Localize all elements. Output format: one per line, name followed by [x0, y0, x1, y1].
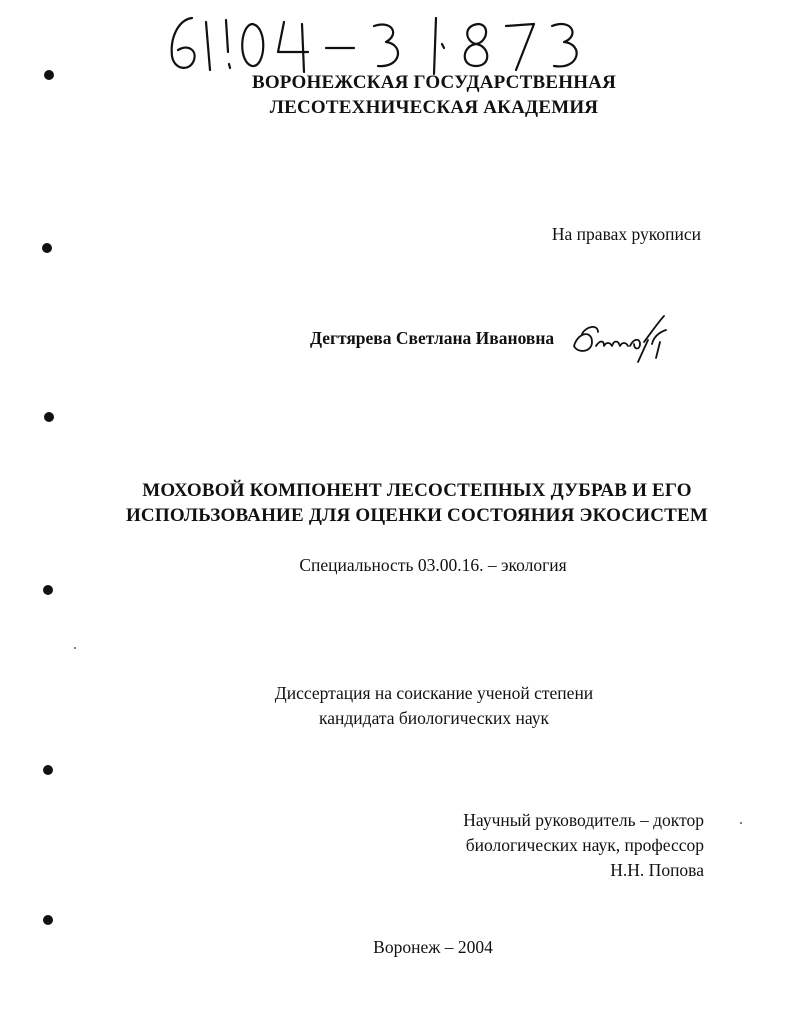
- binder-hole: [44, 70, 54, 80]
- binder-hole: [43, 585, 53, 595]
- degree-statement-line1: Диссертация на соискание ученой степени: [274, 683, 594, 703]
- specialty: Специальность 03.00.16. – экология: [299, 555, 567, 575]
- institution-name-line2: ЛЕСОТЕХНИЧЕСКАЯ АКАДЕМИЯ: [269, 97, 599, 118]
- scan-speck: [74, 647, 76, 649]
- degree-statement-line2: кандидата биологических наук: [319, 708, 549, 728]
- place-and-year: Воронеж – 2004: [373, 937, 493, 957]
- institution-name-line1: ВОРОНЕЖСКАЯ ГОСУДАРСТВЕННАЯ: [251, 72, 617, 93]
- binder-hole: [44, 412, 54, 422]
- scan-speck: [740, 822, 742, 824]
- dissertation-title-line1: МОХОВОЙ КОМПОНЕНТ ЛЕСОСТЕПНЫХ ДУБРАВ И ЕГО: [142, 480, 692, 501]
- dissertation-title-line2: ИСПОЛЬЗОВАНИЕ ДЛЯ ОЦЕНКИ СОСТОЯНИЯ ЭКОСИСТЕМ: [125, 505, 709, 526]
- rights-note: На правах рукописи: [551, 224, 701, 244]
- author-signature: [568, 312, 680, 366]
- binder-hole: [43, 765, 53, 775]
- binder-hole: [42, 243, 52, 253]
- advisor-name: Н.Н. Попова: [610, 860, 704, 880]
- advisor-line2: биологических наук, профессор: [465, 835, 704, 855]
- author-name: Дегтярева Светлана Ивановна: [310, 328, 555, 348]
- binder-hole: [43, 915, 53, 925]
- handwritten-archive-code: [160, 8, 620, 78]
- advisor-line1: Научный руководитель – доктор: [463, 810, 704, 830]
